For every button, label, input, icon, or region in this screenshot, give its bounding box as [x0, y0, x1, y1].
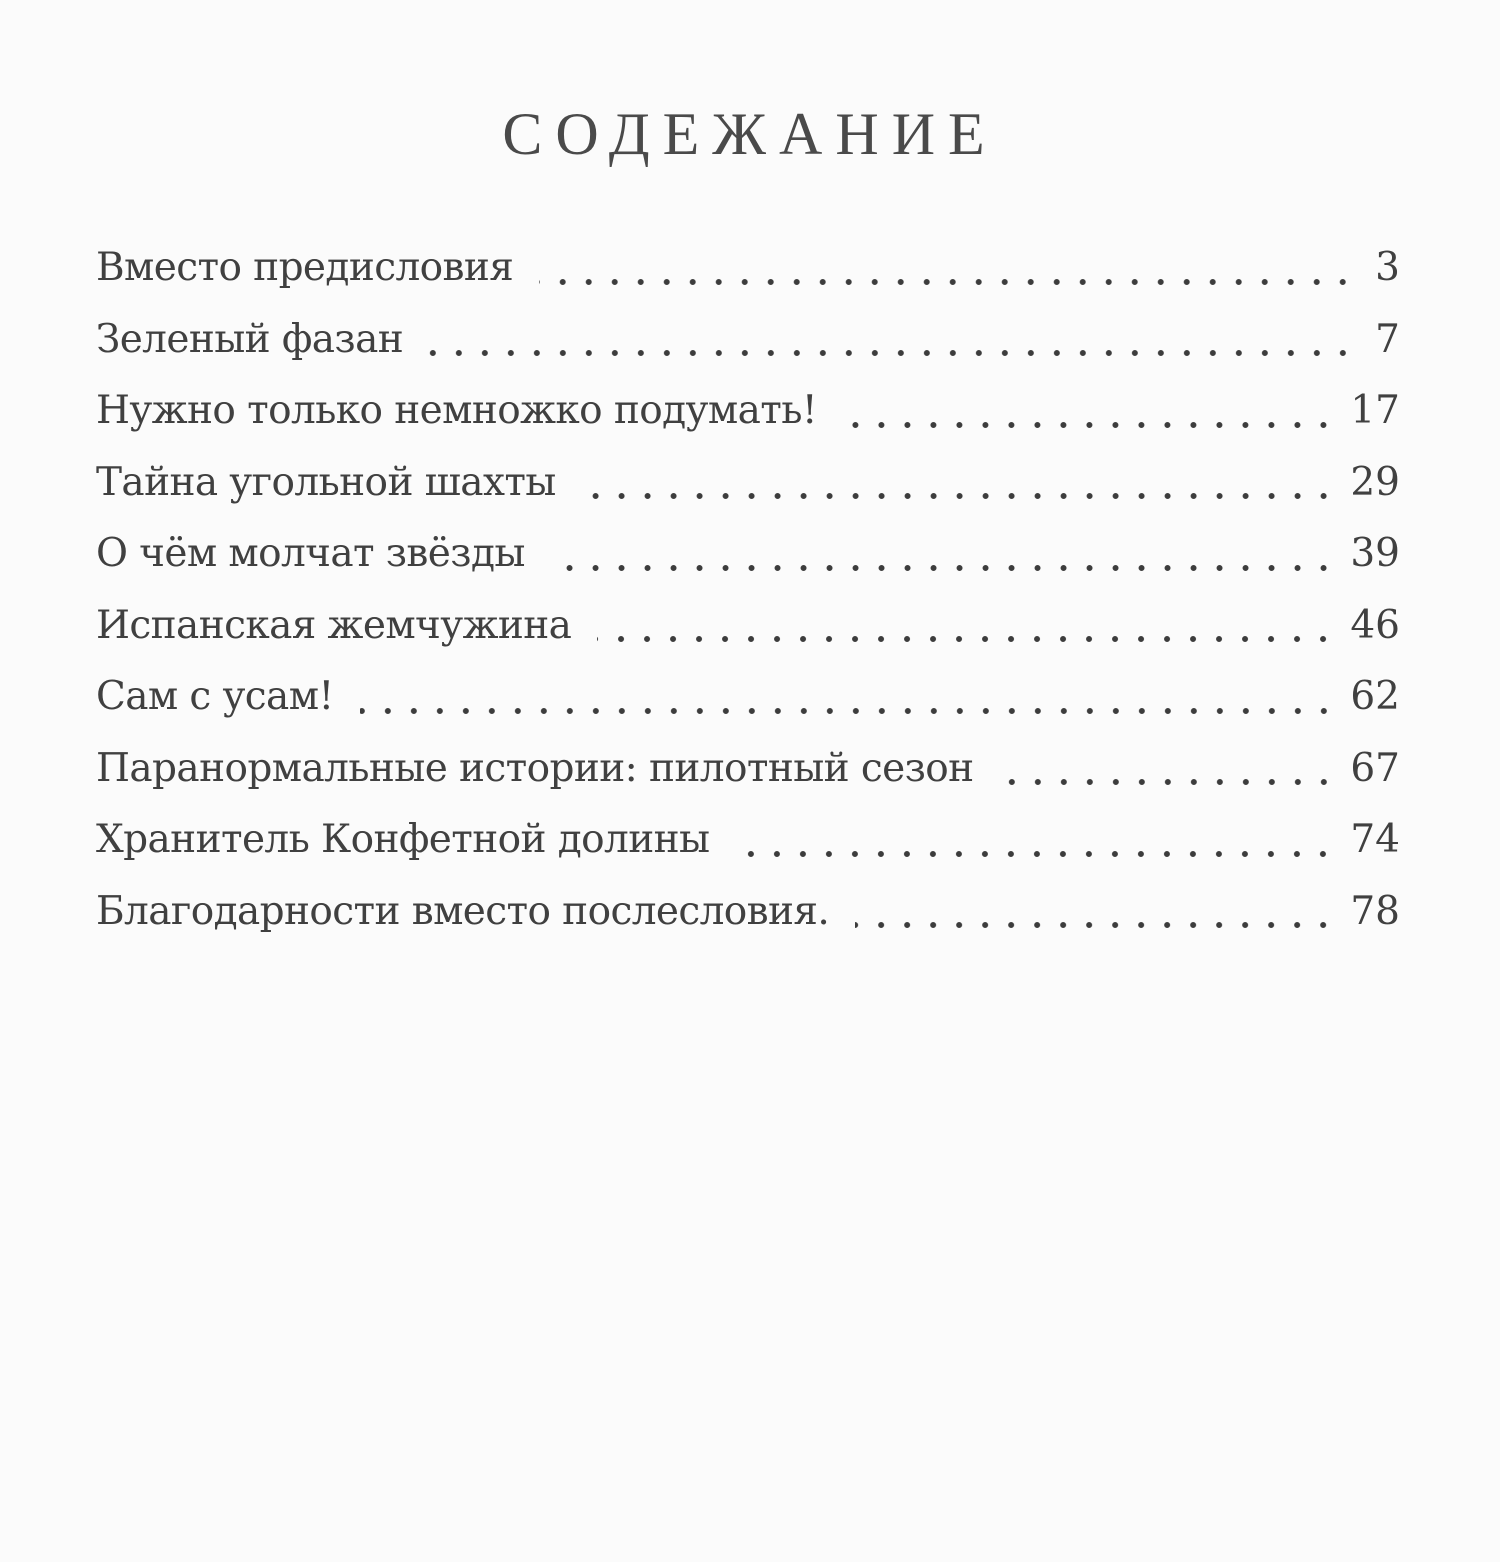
- toc-entry-page: 39: [1350, 531, 1400, 576]
- toc-entry-page: 29: [1350, 459, 1400, 505]
- dot-leader: [539, 275, 1356, 289]
- toc-entry[interactable]: [96, 447, 1400, 519]
- toc-entry-title: Паранормальные истории: пилотный сезон: [96, 745, 974, 791]
- toc-entry[interactable]: [96, 876, 1400, 948]
- toc-entry-page: 7: [1375, 316, 1400, 362]
- toc-entry[interactable]: [96, 518, 1400, 590]
- toc-entry[interactable]: [96, 375, 1400, 447]
- toc-entry[interactable]: [96, 661, 1400, 733]
- dot-leader: [843, 418, 1336, 432]
- dot-leader: [429, 346, 1356, 360]
- dot-leader: [1000, 775, 1337, 789]
- toc-entry-page: 62: [1350, 674, 1400, 719]
- toc-entry-title: Вместо предисловия: [96, 245, 514, 290]
- toc-entry[interactable]: [96, 804, 1400, 876]
- toc-entry-page: 3: [1375, 245, 1400, 290]
- toc-entry-title: Нужно только немножко подумать!: [96, 388, 817, 433]
- toc-entry[interactable]: [96, 590, 1400, 662]
- toc-entry[interactable]: [96, 232, 1400, 304]
- toc-list: [96, 232, 1400, 947]
- toc-entry-page: 67: [1350, 745, 1400, 791]
- toc-entry[interactable]: [96, 733, 1400, 805]
- dot-leader: [597, 632, 1336, 646]
- toc-entry[interactable]: [96, 304, 1400, 376]
- dot-leader: [360, 704, 1337, 718]
- toc-entry-page: 46: [1350, 602, 1400, 648]
- dot-leader: [582, 489, 1337, 503]
- dot-leader: [551, 561, 1337, 575]
- toc-entry-title: Зеленый фазан: [96, 316, 404, 362]
- toc-entry-title: Испанская жемчужина: [96, 602, 572, 648]
- toc-entry-page: 17: [1350, 388, 1400, 433]
- toc-entry-title: Тайна угольной шахты: [96, 459, 556, 505]
- toc-entry-page: 78: [1350, 888, 1400, 934]
- toc-entry-title: Сам с усам!: [96, 674, 334, 719]
- page-title: СОДЕЖАНИЕ: [502, 101, 998, 167]
- dot-leader: [855, 918, 1336, 932]
- toc-entry-title: Хранитель Конфетной долины: [96, 817, 710, 862]
- toc-entry-title: Благодарности вместо послесловия.: [96, 888, 830, 934]
- toc-entry-page: 74: [1350, 817, 1400, 862]
- toc-entry-title: О чём молчат звёзды: [96, 531, 525, 576]
- dot-leader: [735, 847, 1336, 861]
